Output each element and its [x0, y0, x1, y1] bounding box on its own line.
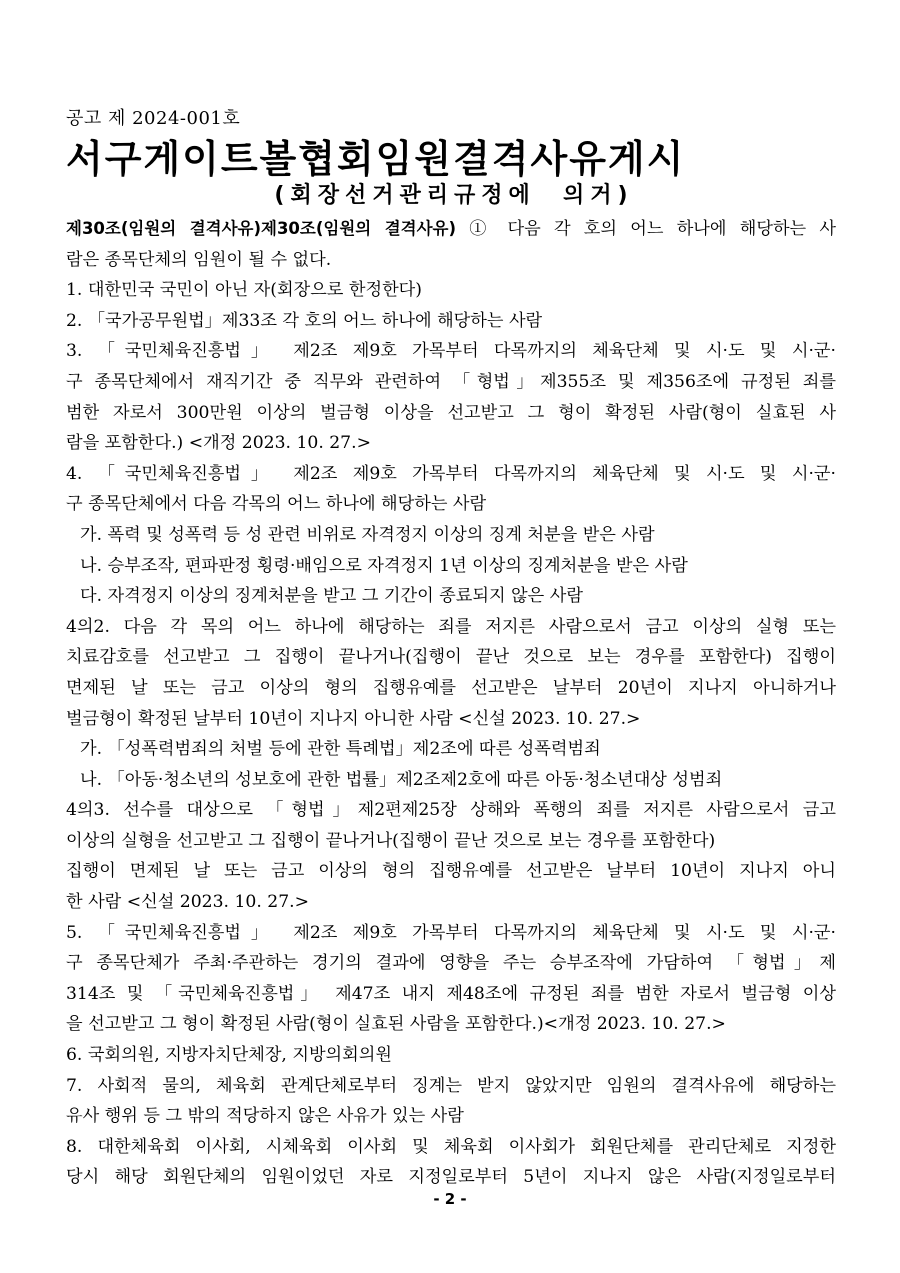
body-line: 2. 「국가공무원법」제33조 각 호의 어느 하나에 해당하는 사람: [66, 310, 543, 331]
body-line: 4의2. 다음 각 목의 어느 하나에 해당하는 죄를 저지른 사람으로서 금고 이상의 실형 또는: [66, 616, 836, 637]
body-line: 람을 포함한다.) <개정 2023. 10. 27.>: [66, 433, 371, 454]
notice-number: 공고 제 2024-001호: [66, 108, 241, 129]
body-line: 이상의 실형을 선고받고 그 집행이 끝나거나(집행이 끝난 것으로 보는 경우를 포함한다): [66, 830, 716, 851]
body-line: 1. 대한민국 국민이 아닌 자(회장으로 한정한다): [66, 280, 422, 301]
body-line: 한 사람 <신설 2023. 10. 27.>: [66, 892, 310, 913]
body-line: 가. 폭력 및 성폭력 등 성 관련 비위로 자격정지 이상의 징계 처분을 받은 사람: [80, 524, 655, 545]
body-line: 나. 승부조작, 편파판정 횡령·배임으로 자격정지 1년 이상의 징계처분을 받은 사람: [80, 555, 688, 576]
body-line: 4의3. 선수를 대상으로 「형법」제2편제25장 상해와 폭행의 죄를 저지른 사람으로서 금고: [66, 800, 836, 821]
body-line: 벌금형이 확정된 날부터 10년이 지나지 아니한 사람 <신설 2023. 10. 27.>: [66, 708, 641, 729]
body-line: 6. 국회의원, 지방자치단체장, 지방의회의원: [66, 1045, 392, 1066]
body-line: 면제된 날 또는 금고 이상의 형의 집행유예를 선고받은 날부터 20년이 지나지 아니하거나: [66, 677, 836, 698]
body-line: 4. 「국민체육진흥법」 제2조 제9호 가목부터 다목까지의 체육단체 및 시·도 및 시·군·: [66, 463, 836, 484]
body-line: 제30조(임원의 결격사유)제30조(임원의 결격사유) ① 다음 각 호의 어느 하나에 해당하는 사: [66, 219, 836, 239]
body-line: 구 종목단체가 주최·주관하는 경기의 결과에 영향을 주는 승부조작에 가담하여 「형법」제: [66, 953, 836, 974]
body-line: 314조 및 「국민체육진흥법」 제47조 내지 제48조에 규정된 죄를 범한 자로서 벌금형 이상: [66, 983, 836, 1004]
body-line: 구 종목단체에서 재직기간 중 직무와 관련하여 「형법」제355조 및 제356조에 규정된 죄를: [66, 371, 836, 392]
document-title: 서구게이트볼협회임원결격사유게시: [66, 137, 686, 181]
page-number: - 2 -: [433, 1190, 467, 1208]
body-line: 당시 해당 회원단체의 임원이었던 자로 지정일로부터 5년이 지나지 않은 사람(지정일로부터: [66, 1167, 836, 1188]
body-line: 3. 「국민체육진흥법」 제2조 제9호 가목부터 다목까지의 체육단체 및 시·도 및 시·군·: [66, 341, 836, 362]
body-line: 범한 자로서 300만원 이상의 벌금형 이상을 선고받고 그 형이 확정된 사람(형이 실효된 사: [66, 402, 836, 423]
body-line: 을 선고받고 그 형이 확정된 사람(형이 실효된 사람을 포함한다.)<개정 2023. 10. 27.>: [66, 1014, 726, 1035]
body-line: 다. 자격정지 이상의 징계처분을 받고 그 기간이 종료되지 않은 사람: [80, 586, 583, 607]
body-line: 구 종목단체에서 다음 각목의 어느 하나에 해당하는 사람: [66, 494, 487, 515]
document-body: [66, 214, 836, 1193]
body-line: 5. 「국민체육진흥법」 제2조 제9호 가목부터 다목까지의 체육단체 및 시·도 및 시·군·: [66, 922, 836, 943]
body-line: 8. 대한체육회 이사회, 시체육회 이사회 및 체육회 이사회가 회원단체를 관리단체로 지정한: [66, 1136, 836, 1157]
document-subtitle: (회장선거관리규정에 의거): [274, 183, 634, 208]
body-line: 치료감호를 선고받고 그 집행이 끝나거나(집행이 끝난 것으로 보는 경우를 포함한다) 집행이: [66, 647, 836, 668]
body-line: 집행이 면제된 날 또는 금고 이상의 형의 집행유예를 선고받은 날부터 10년이 지나지 아니: [66, 861, 836, 882]
body-line: 나. 「아동·청소년의 성보호에 관한 법률」제2조제2호에 따른 아동·청소년대상 성범죄: [80, 769, 723, 790]
body-line: 가. 「성폭력범죄의 처벌 등에 관한 특례법」제2조에 따른 성폭력범죄: [80, 739, 601, 760]
article-heading: 제30조(임원의 결격사유)제30조(임원의 결격사유): [66, 219, 457, 238]
body-line: 유사 행위 등 그 밖의 적당하지 않은 사유가 있는 사람: [66, 1106, 464, 1127]
body-line: 람은 종목단체의 임원이 될 수 없다.: [66, 249, 332, 270]
body-line: 7. 사회적 물의, 체육회 관계단체로부터 징계는 받지 않았지만 임원의 결격사유에 해당하는: [66, 1075, 836, 1096]
